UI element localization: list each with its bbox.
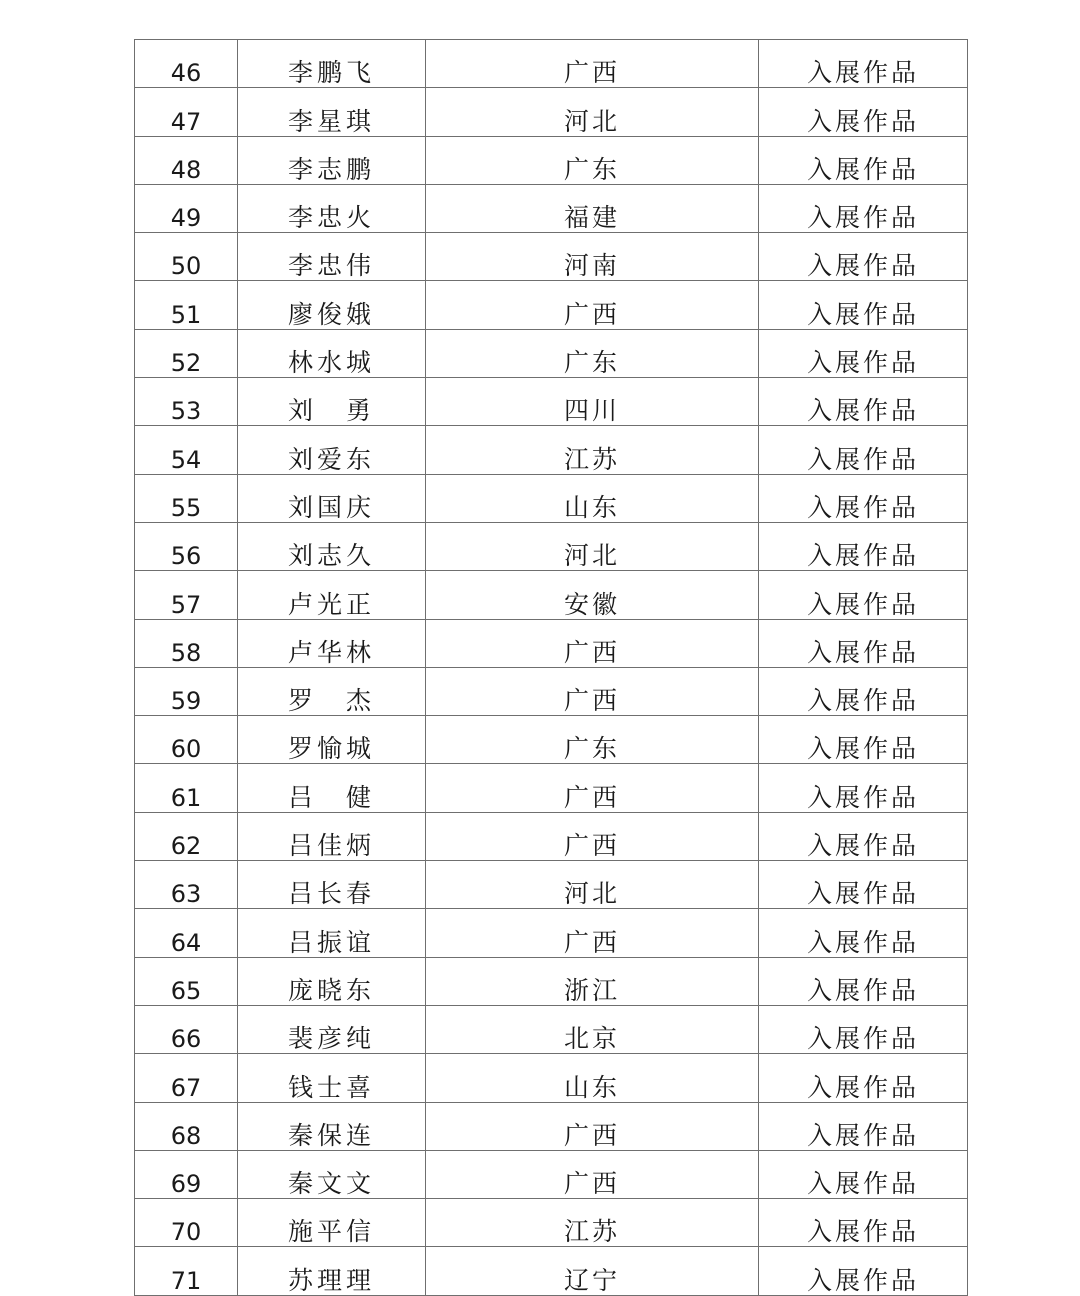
table-row: [135, 522, 968, 570]
row-number: 56: [135, 522, 238, 570]
author-name: 李忠火: [238, 184, 426, 232]
row-number: 50: [135, 233, 238, 281]
row-number: 66: [135, 1005, 238, 1053]
region: 江苏: [426, 1199, 759, 1247]
region: 广西: [426, 764, 759, 812]
table-row: [135, 40, 968, 88]
table-row: [135, 378, 968, 426]
award-status: 入展作品: [759, 667, 968, 715]
author-name: 刘志久: [238, 522, 426, 570]
author-name: 庞晓东: [238, 957, 426, 1005]
table-row: [135, 1054, 968, 1102]
region: 广东: [426, 329, 759, 377]
row-number: 71: [135, 1247, 238, 1295]
region: 广西: [426, 1150, 759, 1198]
author-name: 吕振谊: [238, 909, 426, 957]
award-status: 入展作品: [759, 1199, 968, 1247]
author-name: 罗愉城: [238, 716, 426, 764]
author-name: 秦保连: [238, 1102, 426, 1150]
row-number: 51: [135, 281, 238, 329]
award-status: 入展作品: [759, 571, 968, 619]
region: 广西: [426, 619, 759, 667]
award-status: 入展作品: [759, 281, 968, 329]
row-number: 58: [135, 619, 238, 667]
table-row: [135, 1199, 968, 1247]
author-name: 李志鹏: [238, 136, 426, 184]
award-status: 入展作品: [759, 1054, 968, 1102]
row-number: 57: [135, 571, 238, 619]
roster-table: [134, 39, 968, 1296]
award-status: 入展作品: [759, 329, 968, 377]
table-row: [135, 1005, 968, 1053]
author-name: 林水城: [238, 329, 426, 377]
row-number: 64: [135, 909, 238, 957]
region: 辽宁: [426, 1247, 759, 1295]
region: 广西: [426, 1102, 759, 1150]
author-name: 苏理理: [238, 1247, 426, 1295]
author-name: 卢光正: [238, 571, 426, 619]
author-name: 施平信: [238, 1199, 426, 1247]
table-row: [135, 88, 968, 136]
row-number: 61: [135, 764, 238, 812]
row-number: 68: [135, 1102, 238, 1150]
table-row: [135, 764, 968, 812]
row-number: 53: [135, 378, 238, 426]
table-row: [135, 812, 968, 860]
award-status: 入展作品: [759, 184, 968, 232]
region: 广西: [426, 281, 759, 329]
region: 广西: [426, 909, 759, 957]
table-row: [135, 184, 968, 232]
region: 安徽: [426, 571, 759, 619]
table-row: [135, 426, 968, 474]
award-status: 入展作品: [759, 40, 968, 88]
table-row: [135, 1150, 968, 1198]
row-number: 47: [135, 88, 238, 136]
row-number: 69: [135, 1150, 238, 1198]
region: 广西: [426, 667, 759, 715]
table-row: [135, 329, 968, 377]
author-name: 刘爱东: [238, 426, 426, 474]
award-status: 入展作品: [759, 1102, 968, 1150]
table-row: [135, 474, 968, 522]
row-number: 52: [135, 329, 238, 377]
row-number: 67: [135, 1054, 238, 1102]
award-status: 入展作品: [759, 136, 968, 184]
region: 广西: [426, 812, 759, 860]
award-status: 入展作品: [759, 619, 968, 667]
region: 山东: [426, 474, 759, 522]
award-status: 入展作品: [759, 812, 968, 860]
region: 广西: [426, 40, 759, 88]
region: 山东: [426, 1054, 759, 1102]
author-name: 卢华林: [238, 619, 426, 667]
author-name: 吕长春: [238, 861, 426, 909]
row-number: 49: [135, 184, 238, 232]
table-row: [135, 957, 968, 1005]
award-status: 入展作品: [759, 474, 968, 522]
row-number: 54: [135, 426, 238, 474]
row-number: 70: [135, 1199, 238, 1247]
award-status: 入展作品: [759, 716, 968, 764]
award-status: 入展作品: [759, 909, 968, 957]
table-row: [135, 281, 968, 329]
award-status: 入展作品: [759, 1150, 968, 1198]
table-row: [135, 571, 968, 619]
region: 北京: [426, 1005, 759, 1053]
row-number: 62: [135, 812, 238, 860]
author-name: 李忠伟: [238, 233, 426, 281]
region: 河南: [426, 233, 759, 281]
region: 河北: [426, 522, 759, 570]
region: 广东: [426, 136, 759, 184]
region: 河北: [426, 88, 759, 136]
table-row: [135, 909, 968, 957]
table-row: [135, 619, 968, 667]
table-row: [135, 667, 968, 715]
author-name: 裴彦纯: [238, 1005, 426, 1053]
row-number: 65: [135, 957, 238, 1005]
author-name: 钱士喜: [238, 1054, 426, 1102]
author-name: 李星琪: [238, 88, 426, 136]
region: 福建: [426, 184, 759, 232]
row-number: 63: [135, 861, 238, 909]
row-number: 48: [135, 136, 238, 184]
award-status: 入展作品: [759, 861, 968, 909]
author-name: 吕 健: [238, 764, 426, 812]
award-status: 入展作品: [759, 522, 968, 570]
row-number: 59: [135, 667, 238, 715]
row-number: 46: [135, 40, 238, 88]
award-status: 入展作品: [759, 426, 968, 474]
author-name: 秦文文: [238, 1150, 426, 1198]
region: 河北: [426, 861, 759, 909]
table-row: [135, 1102, 968, 1150]
region: 四川: [426, 378, 759, 426]
award-status: 入展作品: [759, 88, 968, 136]
table-row: [135, 136, 968, 184]
award-status: 入展作品: [759, 1005, 968, 1053]
region: 广东: [426, 716, 759, 764]
row-number: 55: [135, 474, 238, 522]
award-status: 入展作品: [759, 233, 968, 281]
author-name: 刘国庆: [238, 474, 426, 522]
region: 江苏: [426, 426, 759, 474]
author-name: 廖俊娥: [238, 281, 426, 329]
table-row: [135, 1247, 968, 1295]
award-status: 入展作品: [759, 378, 968, 426]
roster-body: [135, 40, 968, 1296]
author-name: 吕佳炳: [238, 812, 426, 860]
table-row: [135, 716, 968, 764]
row-number: 60: [135, 716, 238, 764]
author-name: 刘 勇: [238, 378, 426, 426]
author-name: 罗 杰: [238, 667, 426, 715]
award-status: 入展作品: [759, 957, 968, 1005]
table-row: [135, 233, 968, 281]
author-name: 李鹏飞: [238, 40, 426, 88]
award-status: 入展作品: [759, 764, 968, 812]
region: 浙江: [426, 957, 759, 1005]
table-row: [135, 861, 968, 909]
award-status: 入展作品: [759, 1247, 968, 1295]
